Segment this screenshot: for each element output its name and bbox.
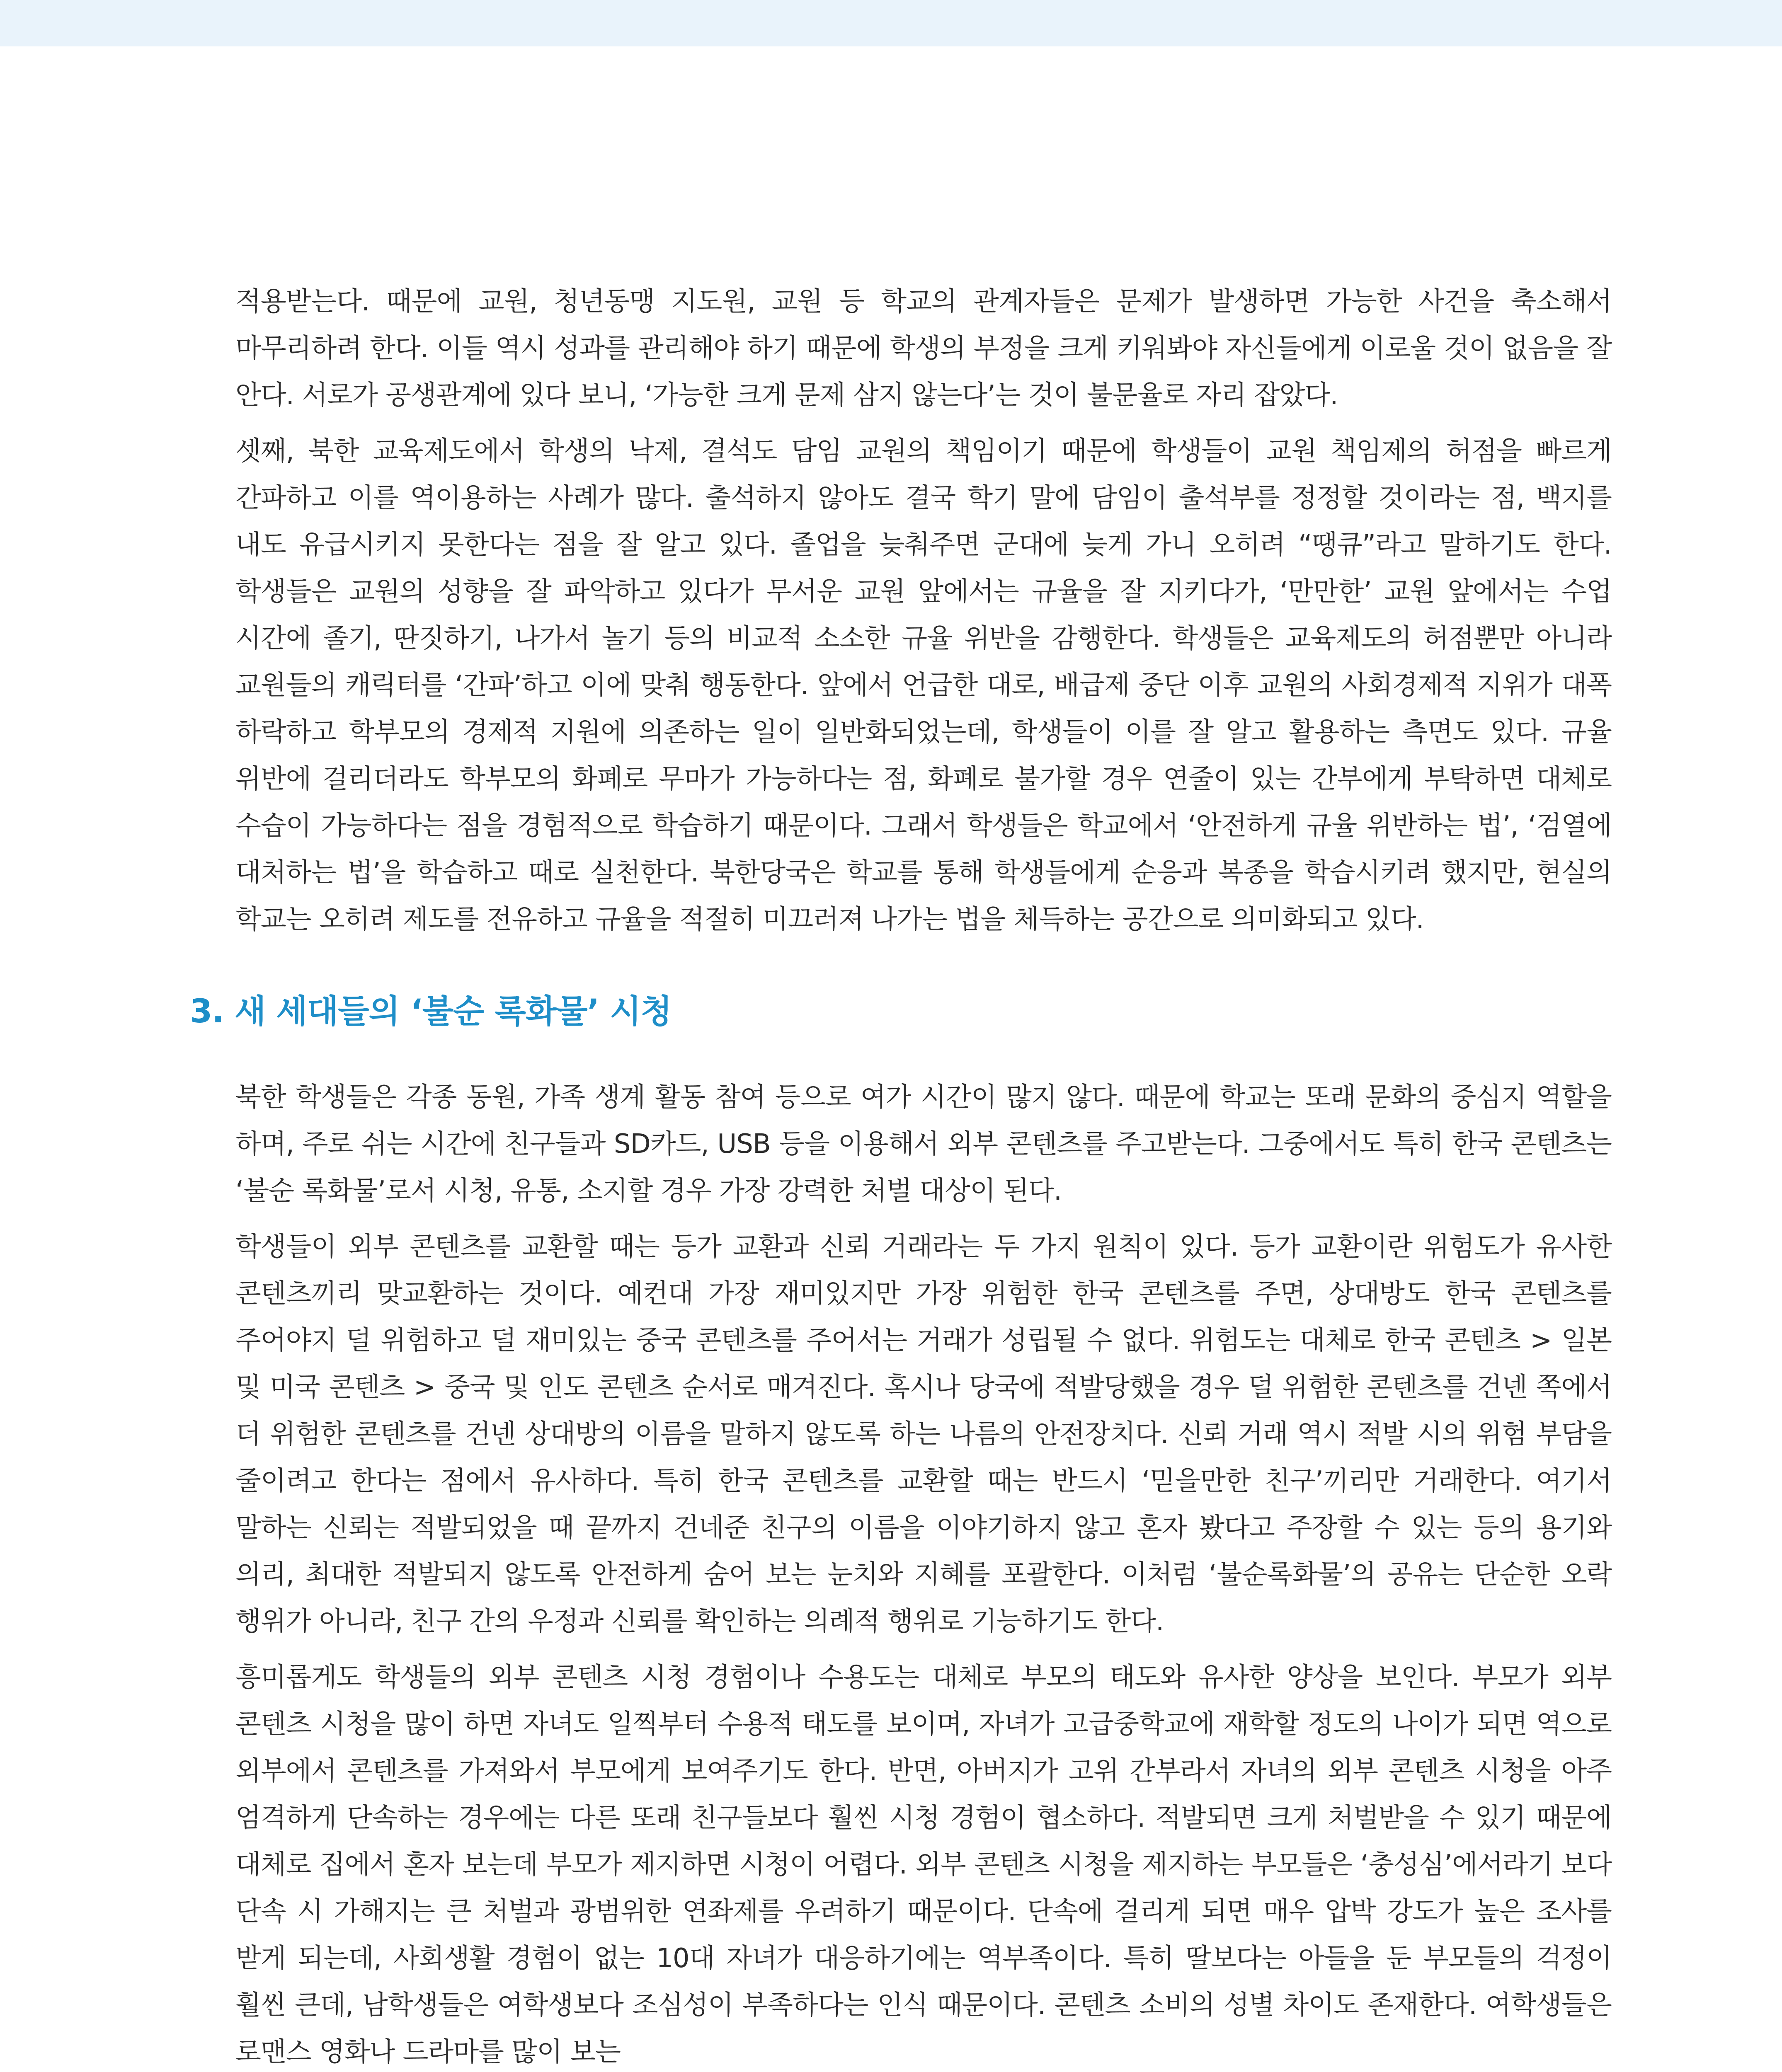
document-body (190, 278, 1612, 2072)
paragraph: 학생들이 외부 콘텐츠를 교환할 때는 등가 교환과 신뢰 거래라는 두 가지 원칙이 있다. 등가 교환이란 위험도가 유사한 콘텐츠끼리 맞교환하는 것이다. 예컨대 가장 재미있지만 가장 위험한 한국 콘텐츠를 주면, 상대방도 한국 콘텐츠를 주어야지 덜 위험하고 덜 재미있는 중국 콘텐츠를 주어서는 거래가 성립될 수 없다. 위험도는 대체로 한국 콘텐츠 > 일본 및 미국 콘텐츠 > 중국 및 인도 콘텐츠 순서로 매겨진다. 혹시나 당국에 적발당했을 경우 덜 위험한 콘텐츠를 건넨 쪽에서 더 위험한 콘텐츠를 건넨 상대방의 이름을 말하지 않도록 하는 나름의 안전장치다. 신뢰 거래 역시 적발 시의 위험 부담을 줄이려고 한다는 점에서 유사하다. 특히 한국 콘텐츠를 교환할 때는 반드시 ‘믿을만한 친구’끼리만 거래한다. 여기서 말하는 신뢰는 적발되었을 때 끝까지 건네준 친구의 이름을 이야기하지 않고 혼자 봤다고 주장할 수 있는 등의 용기와 의리, 최대한 적발되지 않도록 안전하게 숨어 보는 눈치와 지혜를 포괄한다. 이처럼 ‘불순록화물’의 공유는 단순한 오락 행위가 아니라, 친구 간의 우정과 신뢰를 확인하는 의례적 행위로 기능하기도 한다. (235, 1232, 1612, 1637)
paragraph: 적용받는다. 때문에 교원, 청년동맹 지도원, 교원 등 학교의 관계자들은 문제가 발생하면 가능한 사건을 축소해서 마무리하려 한다. 이들 역시 성과를 관리해야 하기 때문에 학생의 부정을 크게 키워봐야 자신들에게 이로울 것이 없음을 잘 안다. 서로가 공생관계에 있다 보니, ‘가능한 크게 문제 삼지 않는다’는 것이 불문율로 자리 잡았다. (235, 286, 1612, 411)
paragraph: 셋째, 북한 교육제도에서 학생의 낙제, 결석도 담임 교원의 책임이기 때문에 학생들이 교원 책임제의 허점을 빠르게 간파하고 이를 역이용하는 사례가 많다. 출석하지 않아도 결국 학기 말에 담임이 출석부를 정정할 것이라는 점, 백지를 내도 유급시키지 못한다는 점을 잘 알고 있다. 졸업을 늦춰주면 군대에 늦게 가니 오히려 “땡큐”라고 말하기도 한다. 학생들은 교원의 성향을 잘 파악하고 있다가 무서운 교원 앞에서는 규율을 잘 지키다가, ‘만만한’ 교원 앞에서는 수업 시간에 졸기, 딴짓하기, 나가서 놀기 등의 비교적 소소한 규율 위반을 감행한다. 학생들은 교육제도의 허점뿐만 아니라 교원들의 캐릭터를 ‘간파’하고 이에 맞춰 행동한다. 앞에서 언급한 대로, 배급제 중단 이후 교원의 사회경제적 지위가 대폭 하락하고 학부모의 경제적 지원에 의존하는 일이 일반화되었는데, 학생들이 이를 잘 알고 활용하는 측면도 있다. 규율 위반에 걸리더라도 학부모의 화폐로 무마가 가능하다는 점, 화폐로 불가할 경우 연줄이 있는 간부에게 부탁하면 대체로 수습이 가능하다는 점을 경험적으로 학습하기 때문이다. 그래서 학생들은 학교에서 ‘안전하게 규율 위반하는 법’, ‘검열에 대처하는 법’을 학습하고 때로 실천한다. 북한당국은 학교를 통해 학생들에게 순응과 복종을 학습시키려 했지만, 현실의 학교는 오히려 제도를 전유하고 규율을 적절히 미끄러져 나가는 법을 체득하는 공간으로 의미화되고 있다. (235, 436, 1612, 935)
paragraph: 흥미롭게도 학생들의 외부 콘텐츠 시청 경험이나 수용도는 대체로 부모의 태도와 유사한 양상을 보인다. 부모가 외부 콘텐츠 시청을 많이 하면 자녀도 일찍부터 수용적 태도를 보이며, 자녀가 고급중학교에 재학할 정도의 나이가 되면 역으로 외부에서 콘텐츠를 가져와서 부모에게 보여주기도 한다. 반면, 아버지가 고위 간부라서 자녀의 외부 콘텐츠 시청을 아주 엄격하게 단속하는 경우에는 다른 또래 친구들보다 훨씬 시청 경험이 협소하다. 적발되면 크게 처벌받을 수 있기 때문에 대체로 집에서 혼자 보는데 부모가 제지하면 시청이 어렵다. 외부 콘텐츠 시청을 제지하는 부모들은 ‘충성심’에서라기 보다 단속 시 가해지는 큰 처벌과 광범위한 연좌제를 우려하기 때문이다. 단속에 걸리게 되면 매우 압박 강도가 높은 조사를 받게 되는데, 사회생활 경험이 없는 10대 자녀가 대응하기에는 역부족이다. 특히 딸보다는 아들을 둔 부모들의 걱정이 훨씬 큰데, 남학생들은 여학생보다 조심성이 부족하다는 인식 때문이다. 콘텐츠 소비의 성별 차이도 존재한다. 여학생들은 로맨스 영화나 드라마를 많이 보는 (235, 1662, 1612, 2067)
paragraph: 북한 학생들은 각종 동원, 가족 생계 활동 참여 등으로 여가 시간이 많지 않다. 때문에 학교는 또래 문화의 중심지 역할을 하며, 주로 쉬는 시간에 친구들과 SD카드, USB 등을 이용해서 외부 콘텐츠를 주고받는다. 그중에서도 특히 한국 콘텐츠는 ‘불순 록화물’로서 시청, 유통, 소지할 경우 가장 강력한 처벌 대상이 된다. (235, 1082, 1612, 1206)
section-heading: 3. 새 세대들의 ‘불순 록화물’ 시청 (190, 993, 672, 1030)
header-band (0, 0, 1782, 46)
